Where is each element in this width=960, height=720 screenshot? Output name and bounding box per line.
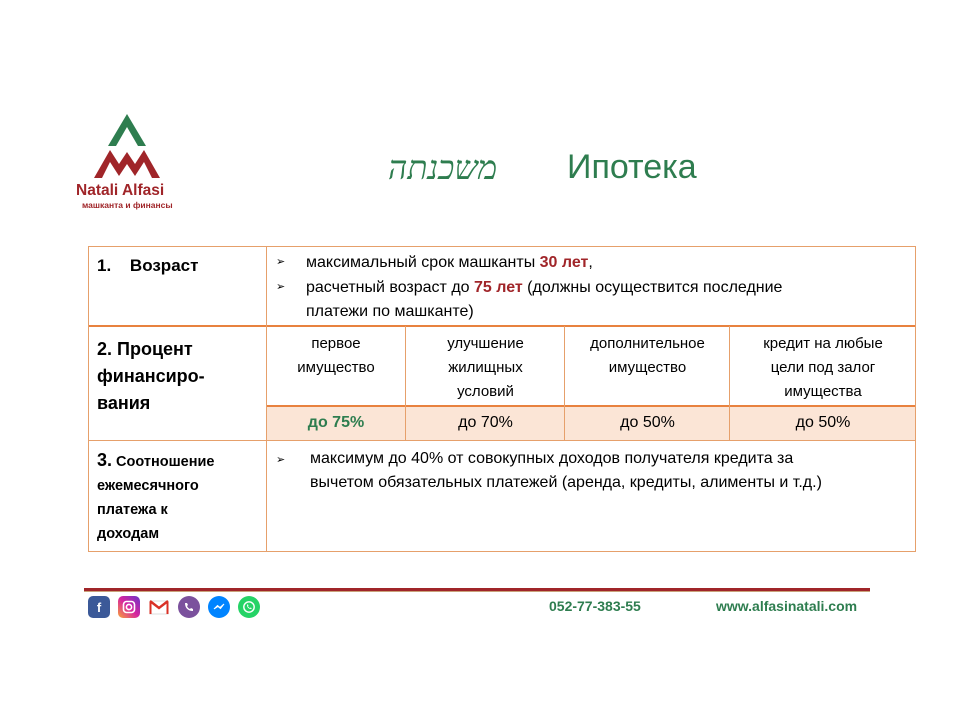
logo-subtitle: машканта и финансы bbox=[82, 200, 173, 210]
bullet-icon: ➢ bbox=[276, 256, 286, 268]
text: вычетом обязательных платежей (аренда, кредиты, алименты и т.д.) bbox=[310, 474, 822, 491]
text: , bbox=[588, 254, 593, 271]
text: максимум до 40% от совокупных доходов получателя кредита за bbox=[310, 450, 794, 467]
viber-icon[interactable] bbox=[178, 596, 200, 618]
logo bbox=[72, 112, 192, 212]
text: Соотношение bbox=[116, 454, 215, 470]
website-link[interactable]: www.alfasinatali.com bbox=[716, 598, 858, 614]
social-icons bbox=[88, 596, 260, 618]
text: (должны осуществится последние bbox=[522, 279, 783, 296]
text: улучшение bbox=[447, 335, 524, 352]
footer-divider-shadow bbox=[84, 591, 870, 592]
value-housing-improvement: до 70% bbox=[458, 414, 513, 431]
text: ежемесячного bbox=[97, 478, 199, 494]
text: расчетный возраст до bbox=[306, 279, 474, 296]
text: условий bbox=[457, 383, 514, 400]
row-number: 3. bbox=[97, 450, 113, 470]
logo-name: Natali Alfasi bbox=[76, 182, 165, 199]
bullet-icon: ➢ bbox=[276, 454, 286, 466]
gmail-icon[interactable] bbox=[148, 596, 170, 618]
payment-ratio-text bbox=[310, 447, 910, 495]
whatsapp-icon[interactable] bbox=[238, 596, 260, 618]
text: кредит на любые bbox=[763, 335, 883, 352]
text: цели под залог bbox=[770, 359, 876, 376]
age-bullet-term bbox=[306, 251, 906, 275]
value-first-property: до 75% bbox=[307, 414, 365, 431]
text: вания bbox=[97, 393, 151, 413]
instagram-icon[interactable] bbox=[118, 596, 140, 618]
logo-mark-icon bbox=[86, 112, 168, 180]
header-additional-property bbox=[565, 332, 730, 380]
value-any-purpose-loan: до 50% bbox=[795, 414, 851, 431]
text: финансиро- bbox=[97, 366, 205, 386]
header-any-purpose-loan bbox=[730, 332, 916, 404]
value-additional-property: до 50% bbox=[620, 414, 675, 431]
text: платежи по машканте) bbox=[306, 303, 474, 320]
row-label-age bbox=[97, 254, 198, 278]
text: доходам bbox=[97, 526, 160, 542]
mortgage-table bbox=[88, 246, 916, 552]
messenger-icon[interactable] bbox=[208, 596, 230, 618]
row-label-financing bbox=[97, 336, 205, 417]
text: Процент bbox=[117, 339, 193, 359]
highlight-30-years: 30 лет bbox=[539, 254, 589, 271]
highlight-75-years: 75 лет bbox=[474, 279, 523, 296]
row-label-payment-ratio bbox=[97, 448, 214, 546]
title-russian: Ипотека bbox=[567, 148, 697, 186]
header-first-property bbox=[266, 332, 406, 380]
age-bullet-max-age bbox=[306, 276, 906, 324]
text: имущества bbox=[784, 383, 862, 400]
title-hebrew: משכנתה bbox=[388, 148, 498, 187]
phone-number[interactable]: 052-77-383-55 bbox=[549, 598, 641, 614]
text: платежа к bbox=[97, 502, 168, 518]
row-number: 1. bbox=[97, 256, 112, 275]
text: имущество bbox=[297, 359, 375, 376]
text: жилищных bbox=[448, 359, 523, 376]
header-housing-improvement bbox=[406, 332, 565, 404]
row-number: 2. bbox=[97, 339, 113, 359]
bullet-icon: ➢ bbox=[276, 281, 286, 293]
text: дополнительное bbox=[590, 335, 705, 352]
facebook-icon[interactable]: f bbox=[88, 596, 110, 618]
row-label-text: Возраст bbox=[129, 256, 199, 275]
text: первое bbox=[311, 335, 361, 352]
text: имущество bbox=[608, 359, 687, 376]
text: максимальный срок машканты bbox=[306, 254, 540, 271]
